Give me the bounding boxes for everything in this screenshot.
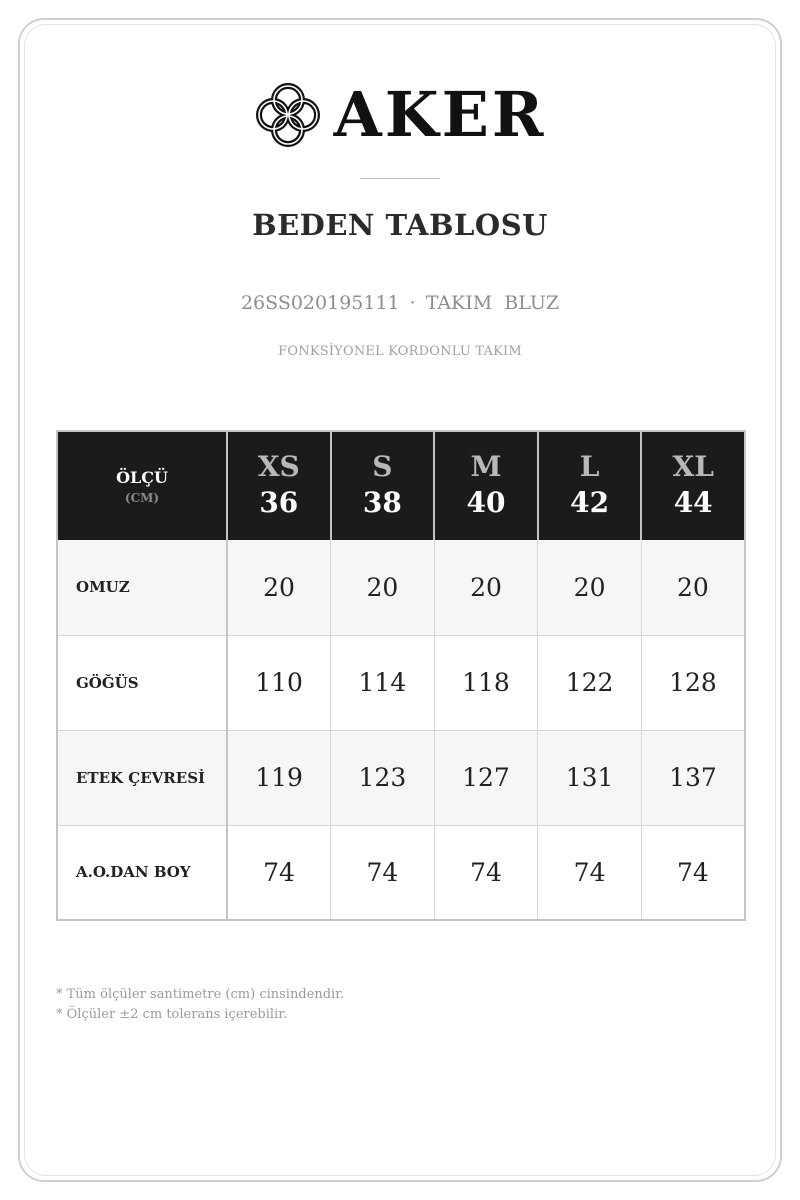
- table-cell: 20: [434, 540, 538, 635]
- product-info-line: [0, 292, 800, 314]
- page-title: BEDEN TABLOSU: [252, 208, 548, 242]
- size-letter: S: [372, 450, 393, 484]
- table-cell: 74: [641, 825, 745, 920]
- size-header-s: [331, 431, 435, 540]
- table-cell: 74: [538, 825, 642, 920]
- table-cell: 20: [227, 540, 331, 635]
- table-cell: 20: [538, 540, 642, 635]
- size-number: 38: [362, 485, 402, 519]
- size-letter: L: [579, 450, 600, 484]
- product-type: TAKIM BLUZ: [425, 292, 560, 314]
- table-header-row: [57, 431, 745, 540]
- table-cell: 74: [227, 825, 331, 920]
- size-header-m: [434, 431, 538, 540]
- size-letter: XL: [672, 450, 714, 484]
- brand-logo: [0, 78, 800, 152]
- table-cell: 118: [434, 635, 538, 730]
- product-code: 26SS020195111: [240, 292, 400, 314]
- table-cell: 20: [641, 540, 745, 635]
- row-label: GÖĞÜS: [57, 635, 227, 730]
- table-cell: 110: [227, 635, 331, 730]
- size-header-xs: [227, 431, 331, 540]
- size-number: 42: [570, 485, 610, 519]
- size-header-l: [538, 431, 642, 540]
- knot-emblem-icon: [254, 81, 322, 149]
- table-row-boy: [57, 825, 745, 920]
- table-cell: 119: [227, 730, 331, 825]
- header-label-cell: [57, 431, 227, 540]
- row-label: A.O.DAN BOY: [57, 825, 227, 920]
- table-row-etek-cevresi: [57, 730, 745, 825]
- size-letter: XS: [257, 450, 300, 484]
- table-cell: 128: [641, 635, 745, 730]
- brand-name: AKER: [333, 78, 547, 151]
- row-label: ETEK ÇEVRESİ: [57, 730, 227, 825]
- row-label: OMUZ: [57, 540, 227, 635]
- table-cell: 114: [331, 635, 435, 730]
- table-row-omuz: [57, 540, 745, 635]
- size-table: [56, 430, 746, 921]
- product-subtitle: FONKSİYONEL KORDONLU TAKIM: [278, 344, 522, 359]
- table-cell: 127: [434, 730, 538, 825]
- size-number: 40: [466, 485, 506, 519]
- table-cell: 122: [538, 635, 642, 730]
- size-number: 44: [673, 485, 713, 519]
- table-cell: 74: [434, 825, 538, 920]
- size-header-xl: [641, 431, 745, 540]
- table-cell: 20: [331, 540, 435, 635]
- table-cell: 74: [331, 825, 435, 920]
- table-cell: 123: [331, 730, 435, 825]
- title-divider: [360, 178, 440, 179]
- footnotes: [56, 985, 344, 1025]
- separator-dot: ·: [409, 292, 416, 314]
- footnote: * Ölçüler ±2 cm tolerans içerebilir.: [56, 1007, 288, 1022]
- size-number: 36: [259, 485, 299, 519]
- header-label: ÖLÇÜ: [116, 467, 168, 487]
- table-cell: 137: [641, 730, 745, 825]
- size-letter: M: [470, 450, 502, 484]
- footnote: * Tüm ölçüler santimetre (cm) cinsindendir.: [56, 987, 345, 1002]
- table-cell: 131: [538, 730, 642, 825]
- header-unit: (CM): [124, 490, 160, 505]
- table-row-gogus: [57, 635, 745, 730]
